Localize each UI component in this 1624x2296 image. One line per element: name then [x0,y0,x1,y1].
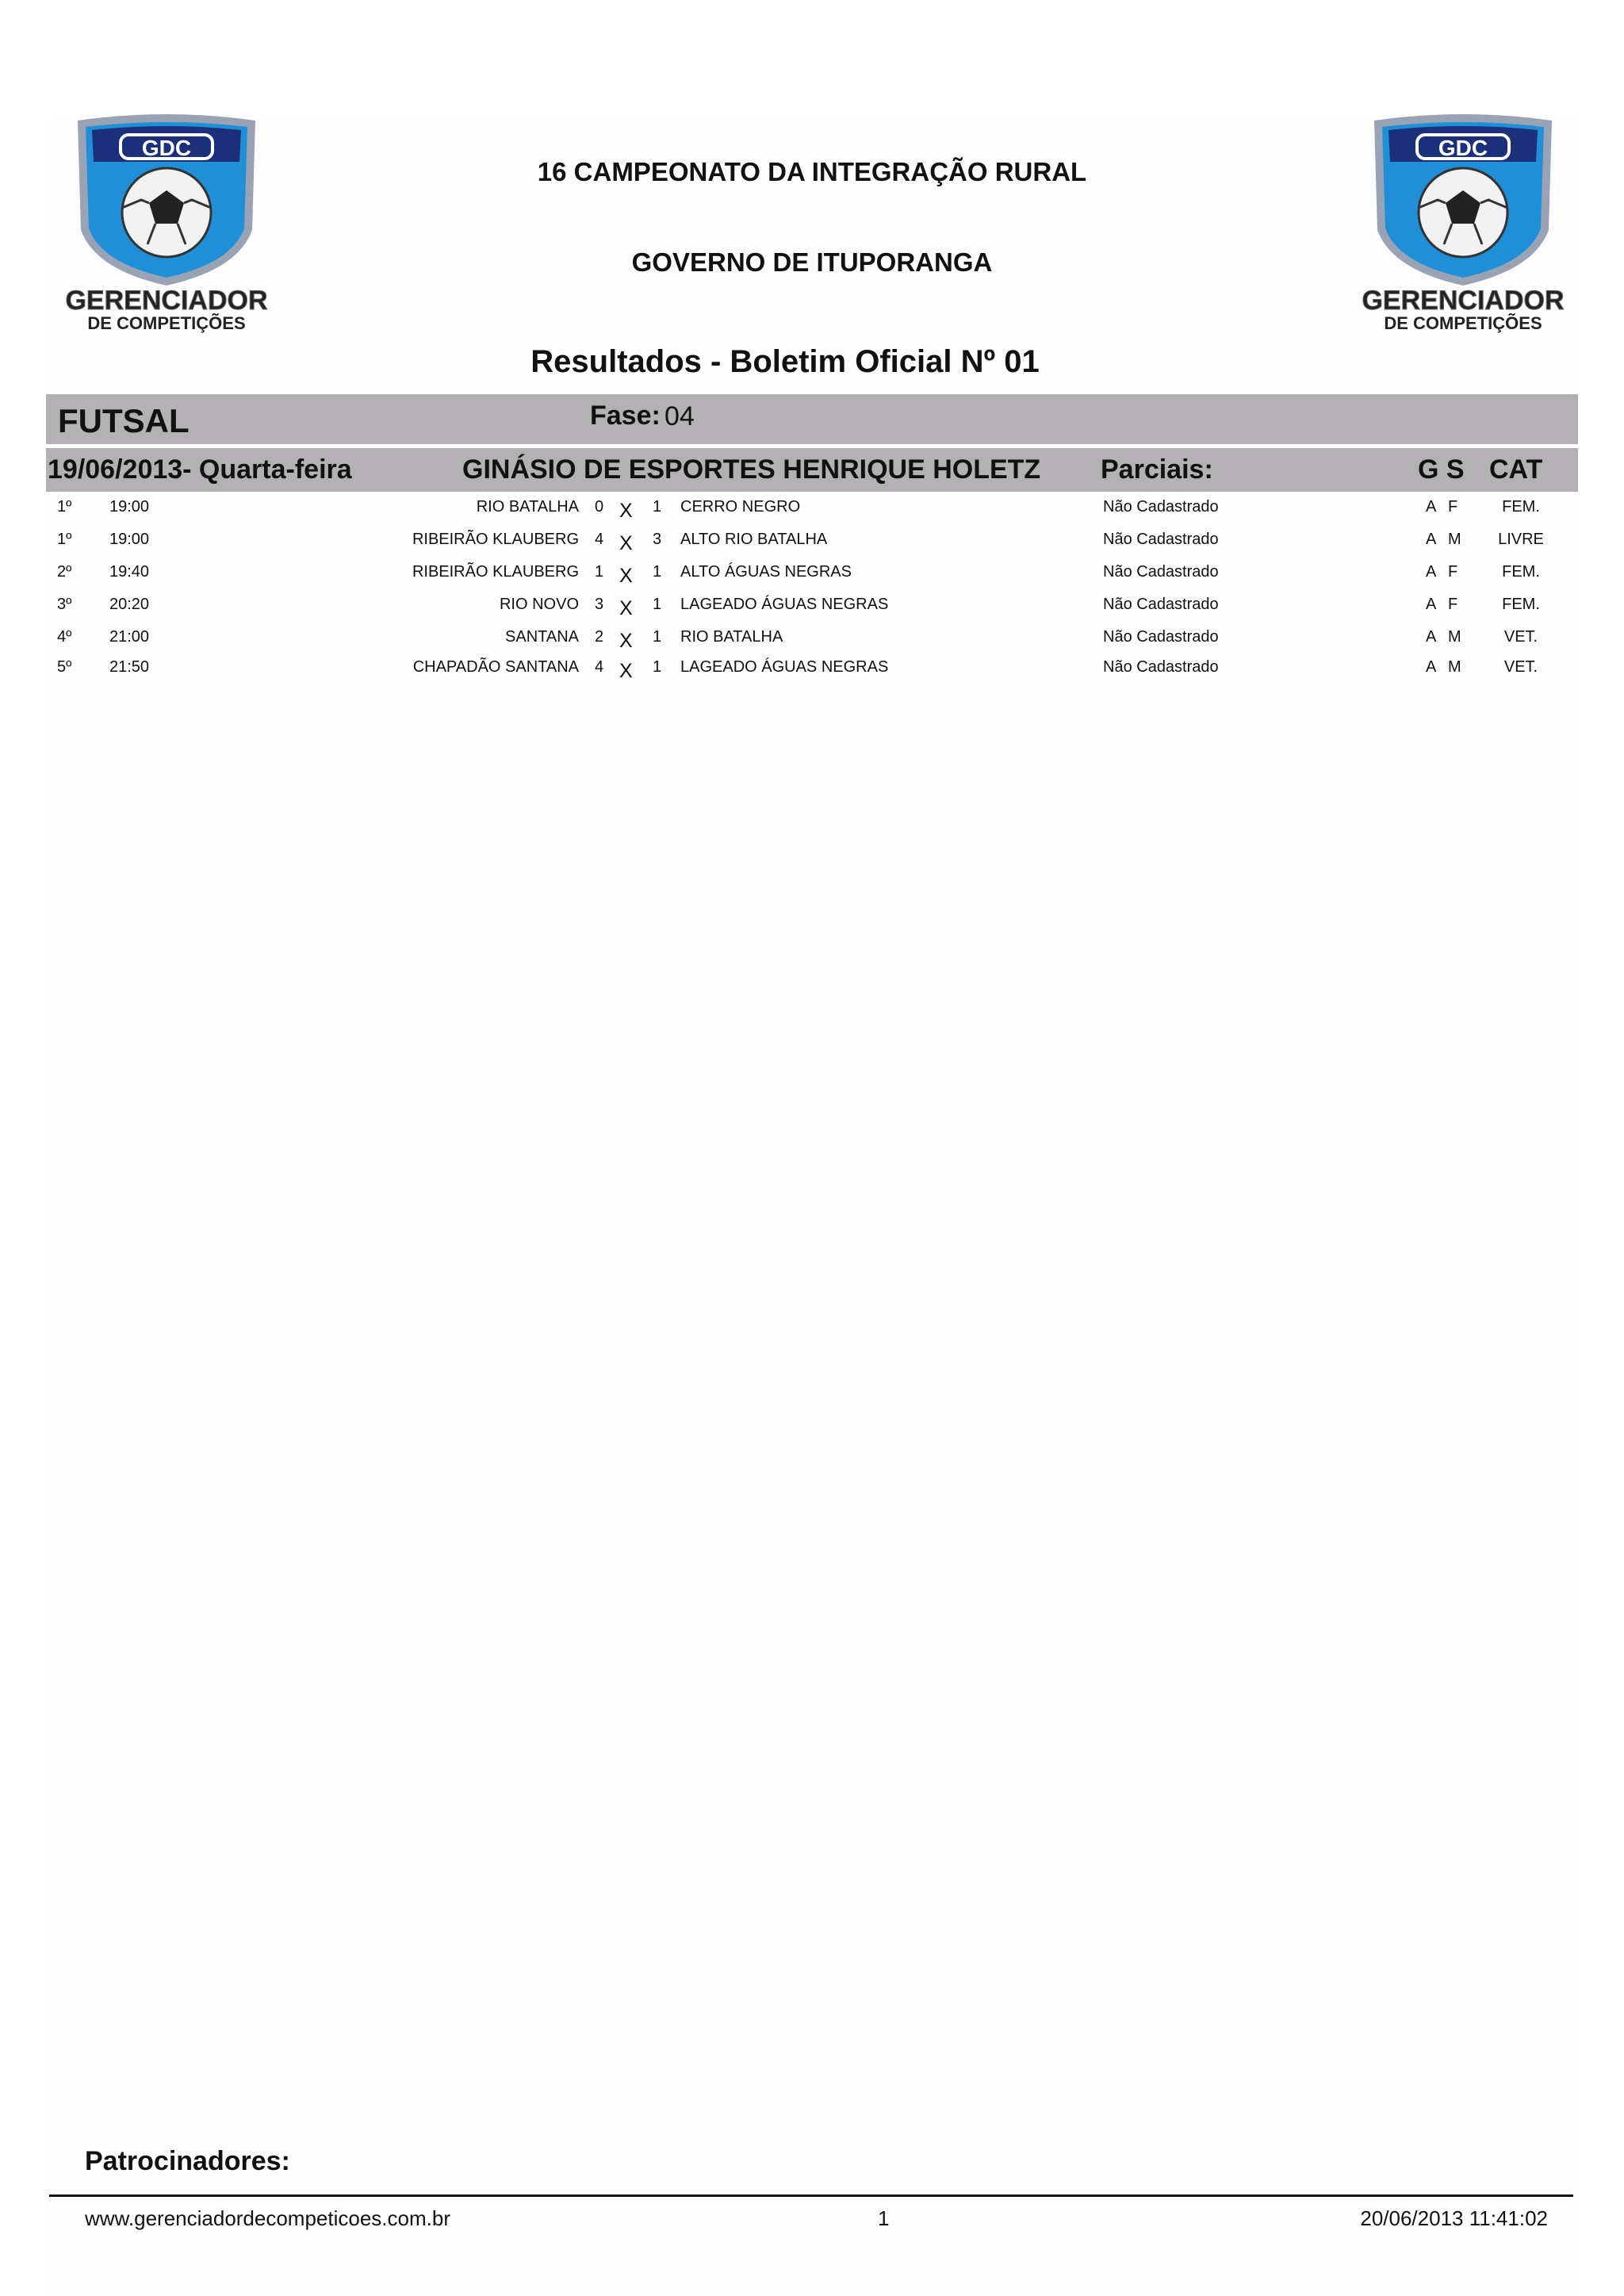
game-order: 2º [57,563,72,581]
game-order: 3º [57,596,72,613]
gdc-logo-right [1344,111,1582,333]
partials-status: Não Cadastrado [1103,628,1219,646]
game-sex: M [1448,531,1461,548]
versus-mark: X [619,630,633,652]
footer-timestamp: 20/06/2013 11:41:02 [1360,2206,1548,2230]
game-order: 4º [57,628,72,646]
organizer-title: GOVERNO DE ITUPORANGA [631,247,993,277]
away-team: ALTO ÁGUAS NEGRAS [680,563,852,581]
phase-value: 04 [665,401,695,431]
partials-status: Não Cadastrado [1103,531,1219,548]
soccer-shield-icon [48,111,285,333]
partials-status: Não Cadastrado [1103,596,1219,613]
away-score: 1 [653,628,662,646]
versus-mark: X [619,660,633,682]
logo-wordmark-line1: GERENCIADOR [65,286,268,316]
game-group: A [1426,563,1437,581]
page-background [49,119,1580,2296]
game-sex: M [1448,628,1461,646]
away-score: 1 [653,563,662,581]
game-row [0,531,1624,554]
game-category: VET. [1503,658,1538,676]
game-order: 1º [57,498,72,516]
page-number: 1 [878,2206,890,2230]
game-time: 20:20 [109,596,150,613]
home-score: 4 [595,531,604,548]
home-score: 3 [595,596,604,613]
game-category: LIVRE [1498,531,1544,548]
game-row [0,658,1624,682]
away-team: ALTO RIO BATALHA [680,531,828,548]
game-time: 19:00 [109,498,150,516]
logo-badge-text: GDC [141,136,192,160]
championship-title: 16 CAMPEONATO DA INTEGRAÇÃO RURAL [537,157,1087,186]
game-group: A [1426,658,1437,676]
sport-name: FUTSAL [58,402,190,439]
game-group: A [1426,596,1437,613]
home-score: 1 [595,563,604,581]
away-score: 1 [653,658,662,676]
home-score: 2 [595,628,604,646]
logo-wordmark-line2: DE COMPETIÇÕES [87,313,246,333]
away-score: 1 [653,596,662,613]
bulletin-title: Resultados - Boletim Oficial Nº 01 [530,344,1040,379]
schedule-header-band [46,448,1578,492]
partials-status: Não Cadastrado [1103,563,1219,581]
partials-status: Não Cadastrado [1103,658,1219,676]
game-time: 21:50 [109,658,150,676]
partials-status: Não Cadastrado [1103,498,1219,516]
versus-mark: X [619,597,633,619]
game-order: 1º [57,531,72,548]
away-score: 3 [653,531,662,548]
game-time: 21:00 [109,628,150,646]
game-row [0,596,1624,619]
soccer-shield-icon [1344,111,1582,333]
footer-divider [49,2194,1573,2197]
phase-label: Fase: [590,401,661,431]
venue-name: GINÁSIO DE ESPORTES HENRIQUE HOLETZ [462,454,1041,485]
footer-url: www.gerenciadordecompeticoes.com.br [85,2206,450,2230]
game-category: VET. [1503,628,1538,646]
game-group: A [1426,498,1437,516]
game-order: 5º [57,658,72,676]
logo-badge-text: GDC [1438,136,1488,160]
game-group: A [1426,531,1437,548]
sport-header-band [46,394,1578,444]
home-team: RIBEIRÃO KLAUBERG [412,563,579,581]
game-sex: M [1448,658,1461,676]
home-team: SANTANA [505,628,579,646]
away-team: CERRO NEGRO [680,498,801,516]
cat-header: CAT [1489,454,1543,485]
game-category: FEM. [1502,563,1540,581]
game-sex: F [1448,596,1458,613]
sponsors-label: Patrocinadores: [85,2146,290,2176]
away-team: LAGEADO ÁGUAS NEGRAS [680,596,889,613]
versus-mark: X [619,500,633,522]
game-category: FEM. [1502,596,1540,613]
game-row [0,563,1624,587]
home-team: CHAPADÃO SANTANA [412,658,579,676]
away-team: LAGEADO ÁGUAS NEGRAS [680,658,889,676]
gdc-logo-left [48,111,285,333]
match-date: 19/06/2013- Quarta-feira [48,454,352,485]
game-time: 19:40 [109,563,150,581]
home-team: RIBEIRÃO KLAUBERG [412,531,579,548]
gs-header: G S [1418,454,1465,485]
game-sex: F [1448,498,1458,516]
home-score: 0 [595,498,604,516]
game-category: FEM. [1502,498,1540,516]
game-group: A [1426,628,1437,646]
logo-wordmark-line1: GERENCIADOR [1362,286,1565,316]
game-time: 19:00 [109,531,150,548]
game-row [0,498,1624,522]
away-score: 1 [653,498,662,516]
home-team: RIO NOVO [499,596,579,613]
game-row [0,628,1624,652]
parciais-header: Parciais: [1101,454,1213,485]
versus-mark: X [619,565,633,587]
home-score: 4 [595,658,604,676]
home-team: RIO BATALHA [476,498,579,516]
versus-mark: X [619,532,633,554]
logo-wordmark-line2: DE COMPETIÇÕES [1384,313,1542,333]
game-sex: F [1448,563,1458,581]
away-team: RIO BATALHA [680,628,783,646]
